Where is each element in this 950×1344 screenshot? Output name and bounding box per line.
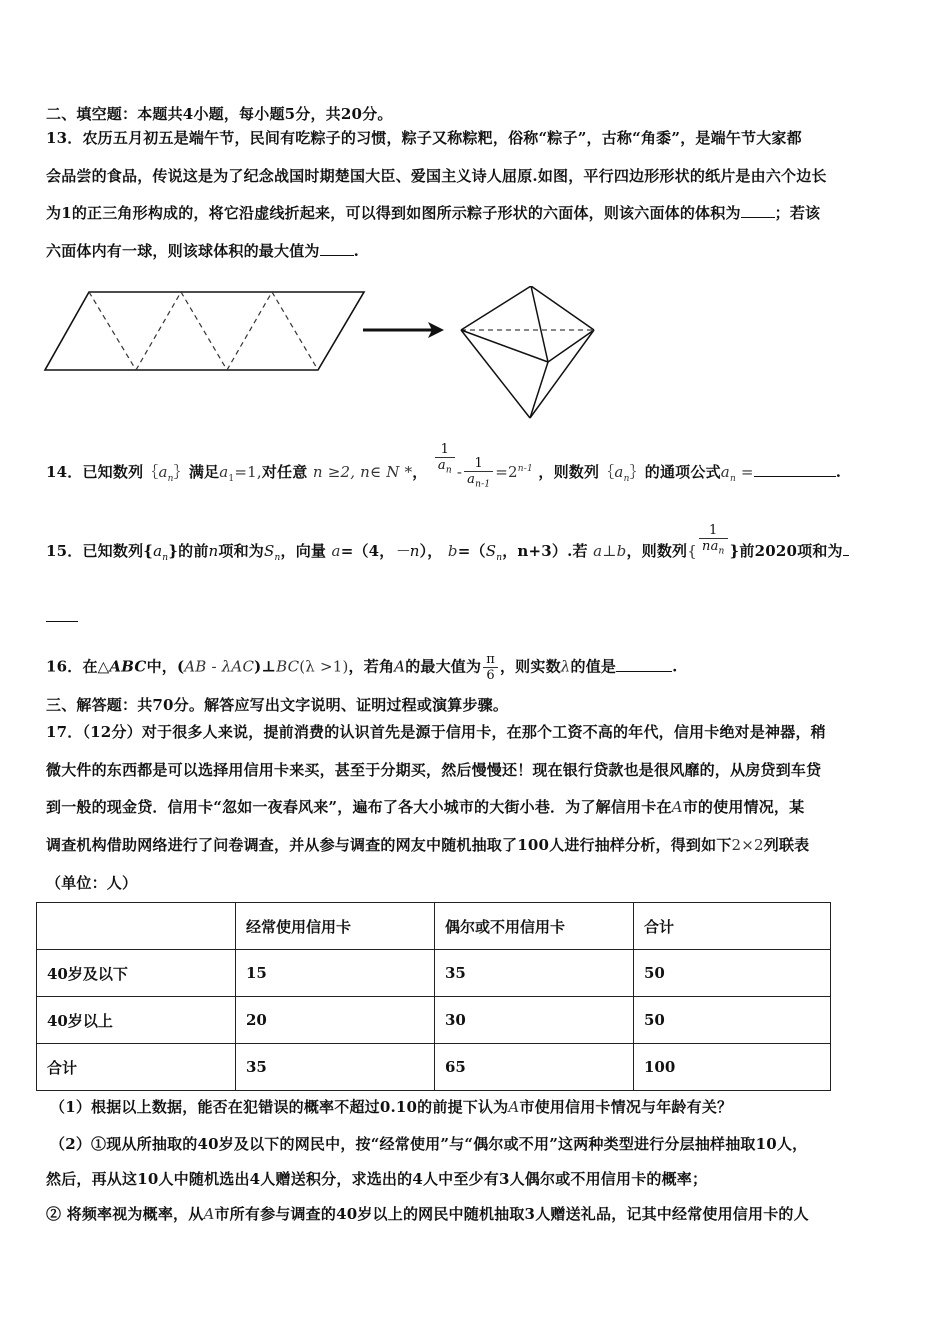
table-header-cell: 经常使用信用卡 (236, 903, 435, 950)
q15-perp-a: a (593, 542, 603, 560)
q16-answer-blank[interactable] (616, 657, 672, 672)
q15-if: .若 (567, 542, 588, 560)
q15-vec-a-val: =（4， (340, 542, 395, 560)
q14-frac1-den-sub: n (445, 465, 452, 476)
q13-text-3a: 为1的正三角形构成的，将它沿虚线折起来，可以得到如图所示粽子形状的六面体，则该六面体的体积为 (46, 204, 741, 222)
q14-frac2-den: a (467, 472, 476, 487)
fold-line-4 (227, 292, 272, 370)
q15-vec-b-rest: ，n+3） (502, 542, 568, 560)
table-cell: 合计 (37, 1044, 236, 1091)
q14-an: a (720, 462, 730, 481)
q13-figure (40, 286, 610, 422)
hexahedron-figure (461, 286, 594, 418)
q16-pi-num: π (483, 652, 498, 668)
q14-exp: n-1 (517, 463, 533, 474)
q15-Sn: S (264, 542, 275, 560)
section-2-heading-text: 二、填空题：本题共4小题，每小题5分，共20分。 (46, 105, 393, 123)
q17-sub2-line-2 (46, 1168, 707, 1189)
q14-end: . (835, 462, 842, 481)
q16-bc: BC (276, 657, 300, 676)
table-row (37, 1044, 831, 1091)
q15-line-2 (46, 607, 78, 626)
q17-line-3 (46, 796, 804, 817)
q16-perp: )⊥ (254, 657, 277, 676)
q14-prefix: 14．已知数列 (46, 462, 144, 481)
q14-frac1-num: 1 (435, 442, 455, 458)
q16-line (46, 652, 678, 683)
q15-answer-blank[interactable] (46, 607, 78, 622)
q15-an-sub: n (162, 553, 169, 563)
q14-a1-sub: 1 (228, 473, 235, 484)
q17-unit-text: （单位：人） (46, 874, 138, 892)
fold-lines (89, 292, 318, 370)
q15-brace-open: { (687, 542, 698, 560)
hex-edge-5 (548, 330, 594, 362)
q15-frac-den: na (702, 539, 719, 555)
q14-frac2-den-sub: n-1 (475, 479, 491, 490)
q15-line (46, 523, 849, 563)
q17-sub2b-b: 市所有参与调查的40岁以上的网民中随机抽取3人赠送礼品，记其中经常使用信用卡的人 (214, 1205, 809, 1223)
hex-edge-3 (531, 286, 548, 362)
q15-perp-sym: ⊥ (602, 542, 617, 560)
fold-line-3 (181, 292, 227, 370)
q15-suffix: }前2020项和为 (729, 542, 843, 560)
section-3-heading-text: 三、解答题：共70分。解答应写出文字说明、证明过程或演算步骤。 (46, 696, 509, 714)
q17-city: A (671, 798, 683, 816)
q17-sub1 (50, 1096, 732, 1117)
table-row (37, 997, 831, 1044)
contingency-table (36, 902, 831, 1091)
q15-then: ，则数列 (626, 542, 688, 560)
q14-seq: a (158, 462, 168, 481)
q14-frac2-num: 1 (464, 456, 493, 472)
fold-line-5 (272, 292, 318, 370)
q14-frac-2 (464, 456, 493, 490)
table-cell: 40岁以上 (37, 997, 236, 1044)
q14-then: ，则数列 (538, 462, 600, 481)
table-header-cell: 偶尔或不用信用卡 (435, 903, 634, 950)
q17-text-2: 微大件的东西都是可以选择用信用卡来买，甚至于分期买，然后慢慢还！现在银行贷款也是很风靡的，从房贷到车贷 (46, 761, 822, 779)
q16-end: . (672, 657, 678, 676)
q14-cond2: 对任意 (261, 462, 308, 481)
table-cell: 50 (634, 997, 831, 1044)
fold-line-1 (89, 292, 136, 370)
q17-sub1a: （1）根据以上数据，能否在犯错误的概率不超过0.10的前提下认为 (50, 1098, 509, 1116)
q14-an-sub: n (729, 473, 736, 484)
q15-vec-b-val: =（ (457, 542, 486, 560)
q13-text-4a: 六面体内有一球，则该球体积的最大值为 (46, 242, 320, 260)
q14-eq: =2 (495, 462, 518, 481)
hex-edge-8 (530, 362, 548, 418)
q14-answer-blank[interactable] (754, 462, 836, 477)
q17-sub2-line-1 (50, 1133, 807, 1154)
table-header-cell (37, 903, 236, 950)
hex-edge-1 (461, 286, 531, 330)
q17-line-2 (46, 759, 821, 780)
table-cell: 35 (435, 950, 634, 997)
q14-a1: a (219, 462, 229, 481)
q17-sub2-text-2: 然后，再从这10人中随机选出4人赠送积分，求选出的4人中至少有3人偶尔或不用信用卡的概率； (46, 1170, 708, 1188)
hex-edge-2 (531, 286, 594, 330)
q16-lambda-cond: (λ >1) (299, 657, 349, 676)
q16-then: ，则实数 (499, 657, 561, 676)
q15-vec-a-close: ）， (419, 542, 443, 560)
q15-minus-n: －n (394, 542, 420, 560)
q15-perp-b: b (616, 542, 627, 560)
q15-Sn-sub: n (274, 553, 281, 563)
q14-n-cond: n ≥2, n∈ N * (312, 462, 413, 481)
q17-table-dim: 2×2 (731, 836, 764, 854)
q15-frac (699, 523, 728, 557)
q15-vec-a: a (331, 542, 341, 560)
fold-line-2 (136, 292, 181, 370)
q16-mid: 中，( (146, 657, 185, 676)
q13-line-2 (46, 165, 827, 186)
q17-text-3b: 市的使用情况，某 (682, 798, 805, 816)
q14-seq-2: a (614, 462, 624, 481)
q16-A: A (394, 657, 406, 676)
q14-an-eq: = (740, 462, 754, 481)
q15-part3: ，向量 (280, 542, 327, 560)
right-arrow-icon (363, 322, 444, 338)
q13-text-4b: . (353, 242, 360, 260)
q14-comma: ， (412, 462, 428, 481)
q15-part1: }的前 (168, 542, 209, 560)
q16-frac (483, 652, 498, 683)
table-cell: 15 (236, 950, 435, 997)
q13-text-1: 13．农历五月初五是端午节，民间有吃粽子的习惯，粽子又称粽粑，俗称“粽子”，古称“角黍”，是端午节大家都 (46, 129, 802, 147)
hex-edge-7 (530, 330, 594, 418)
q17-text-4b: 列联表 (763, 836, 810, 854)
q17-sub2b-line (46, 1203, 809, 1224)
q13-line-1 (46, 127, 802, 148)
q14-seq-2-sub: n (623, 473, 630, 484)
q15-vec-b-Ssub: n (496, 553, 503, 563)
table-cell: 35 (236, 1044, 435, 1091)
q13-answer-blank-2[interactable] (320, 241, 354, 256)
q17-text-1: 17．（12分）对于很多人来说，提前消费的认识首先是源于信用卡，在那个工资不高的年代，信用卡绝对是神器，稍 (46, 723, 826, 741)
table-cell: 40岁及以下 (37, 950, 236, 997)
table-header-cell: 合计 (634, 903, 831, 950)
section-2-heading (46, 103, 393, 124)
q13-text-2: 会品尝的食品，传说这是为了纪念战国时期楚国大臣、爱国主义诗人屈原.如图，平行四边形形状的纸片是由六个边长 (46, 167, 827, 185)
table-header-row (37, 903, 831, 950)
q14-a1-val: =1, (234, 462, 262, 481)
q17-text-3a: 到一般的现金贷．信用卡“忽如一夜春风来”，遍布了各大小城市的大街小巷．为了解信用卡在 (46, 798, 672, 816)
table-cell: 20 (236, 997, 435, 1044)
q15-an: a (153, 542, 163, 560)
q15-n: n (208, 542, 219, 560)
q16-cond: ，若角 (348, 657, 395, 676)
table-cell: 65 (435, 1044, 634, 1091)
q17-unit (46, 872, 137, 893)
q15-frac-den-sub: n (718, 546, 725, 557)
q14-line: 14．已知数列$\{a_n\}$满足$a_1=1$,对任意 n ≥2, n∈ N *， $\frac{1}{a_n}$ - $\frac{1}{a_{n-1}}$ $=2^{n-1}$ ，则数列$\{a_n\}$的通项公式$a_n$ = . (46, 442, 842, 490)
q15-frac-num: 1 (699, 523, 728, 539)
q17-sub1-city: A (508, 1098, 520, 1116)
q15-vec-b: b (447, 542, 458, 560)
table-row (37, 950, 831, 997)
q13-answer-blank-1[interactable] (741, 203, 775, 218)
q16-abc: ABC (109, 657, 147, 676)
q17-sub2b-a: ② 将频率视为概率，从 (46, 1205, 204, 1223)
q16-vec-expr: AB - λAC (184, 657, 255, 676)
q14-cond1: 满足 (188, 462, 220, 481)
q17-sub1b: 市使用信用卡情况与年龄有关？ (519, 1098, 733, 1116)
q13-text-3b: ；若该 (774, 204, 821, 222)
q16-max: 的最大值为 (405, 657, 482, 676)
q15-part2: 项和为 (218, 542, 265, 560)
q13-line-3 (46, 202, 820, 223)
q15-prefix: 15．已知数列{ (46, 542, 154, 560)
q16-prefix: 16．在△ (46, 657, 110, 676)
q14-minus: - (456, 462, 463, 481)
q15-answer-blank-start[interactable] (843, 541, 849, 556)
q17-line-1 (46, 721, 826, 742)
q17-sub2b-city: A (203, 1205, 215, 1223)
q14-formula-label: 的通项公式 (644, 462, 721, 481)
q17-text-4a: 调查机构借助网络进行了问卷调查，并从参与调查的网友中随机抽取了100人进行抽样分析，得到如下 (46, 836, 732, 854)
q16-val: 的值是 (570, 657, 617, 676)
q15-vec-b-S: S (485, 542, 497, 560)
table-cell: 100 (634, 1044, 831, 1091)
table-cell: 50 (634, 950, 831, 997)
section-3-heading (46, 694, 508, 715)
q14-frac1-den: a (437, 458, 446, 473)
q17-line-4 (46, 834, 809, 855)
q13-line-4 (46, 240, 359, 261)
q17-sub2-text-1: （2）①现从所抽取的40岁及以下的网民中，按“经常使用”与“偶尔或不用”这两种类型进行分层抽样抽取10人， (50, 1135, 808, 1153)
table-cell: 30 (435, 997, 634, 1044)
q14-seq-sub: n (167, 473, 174, 484)
q14-frac-1 (435, 442, 455, 476)
q16-pi-den: 6 (486, 668, 495, 683)
q16-lambda: λ (560, 657, 571, 676)
